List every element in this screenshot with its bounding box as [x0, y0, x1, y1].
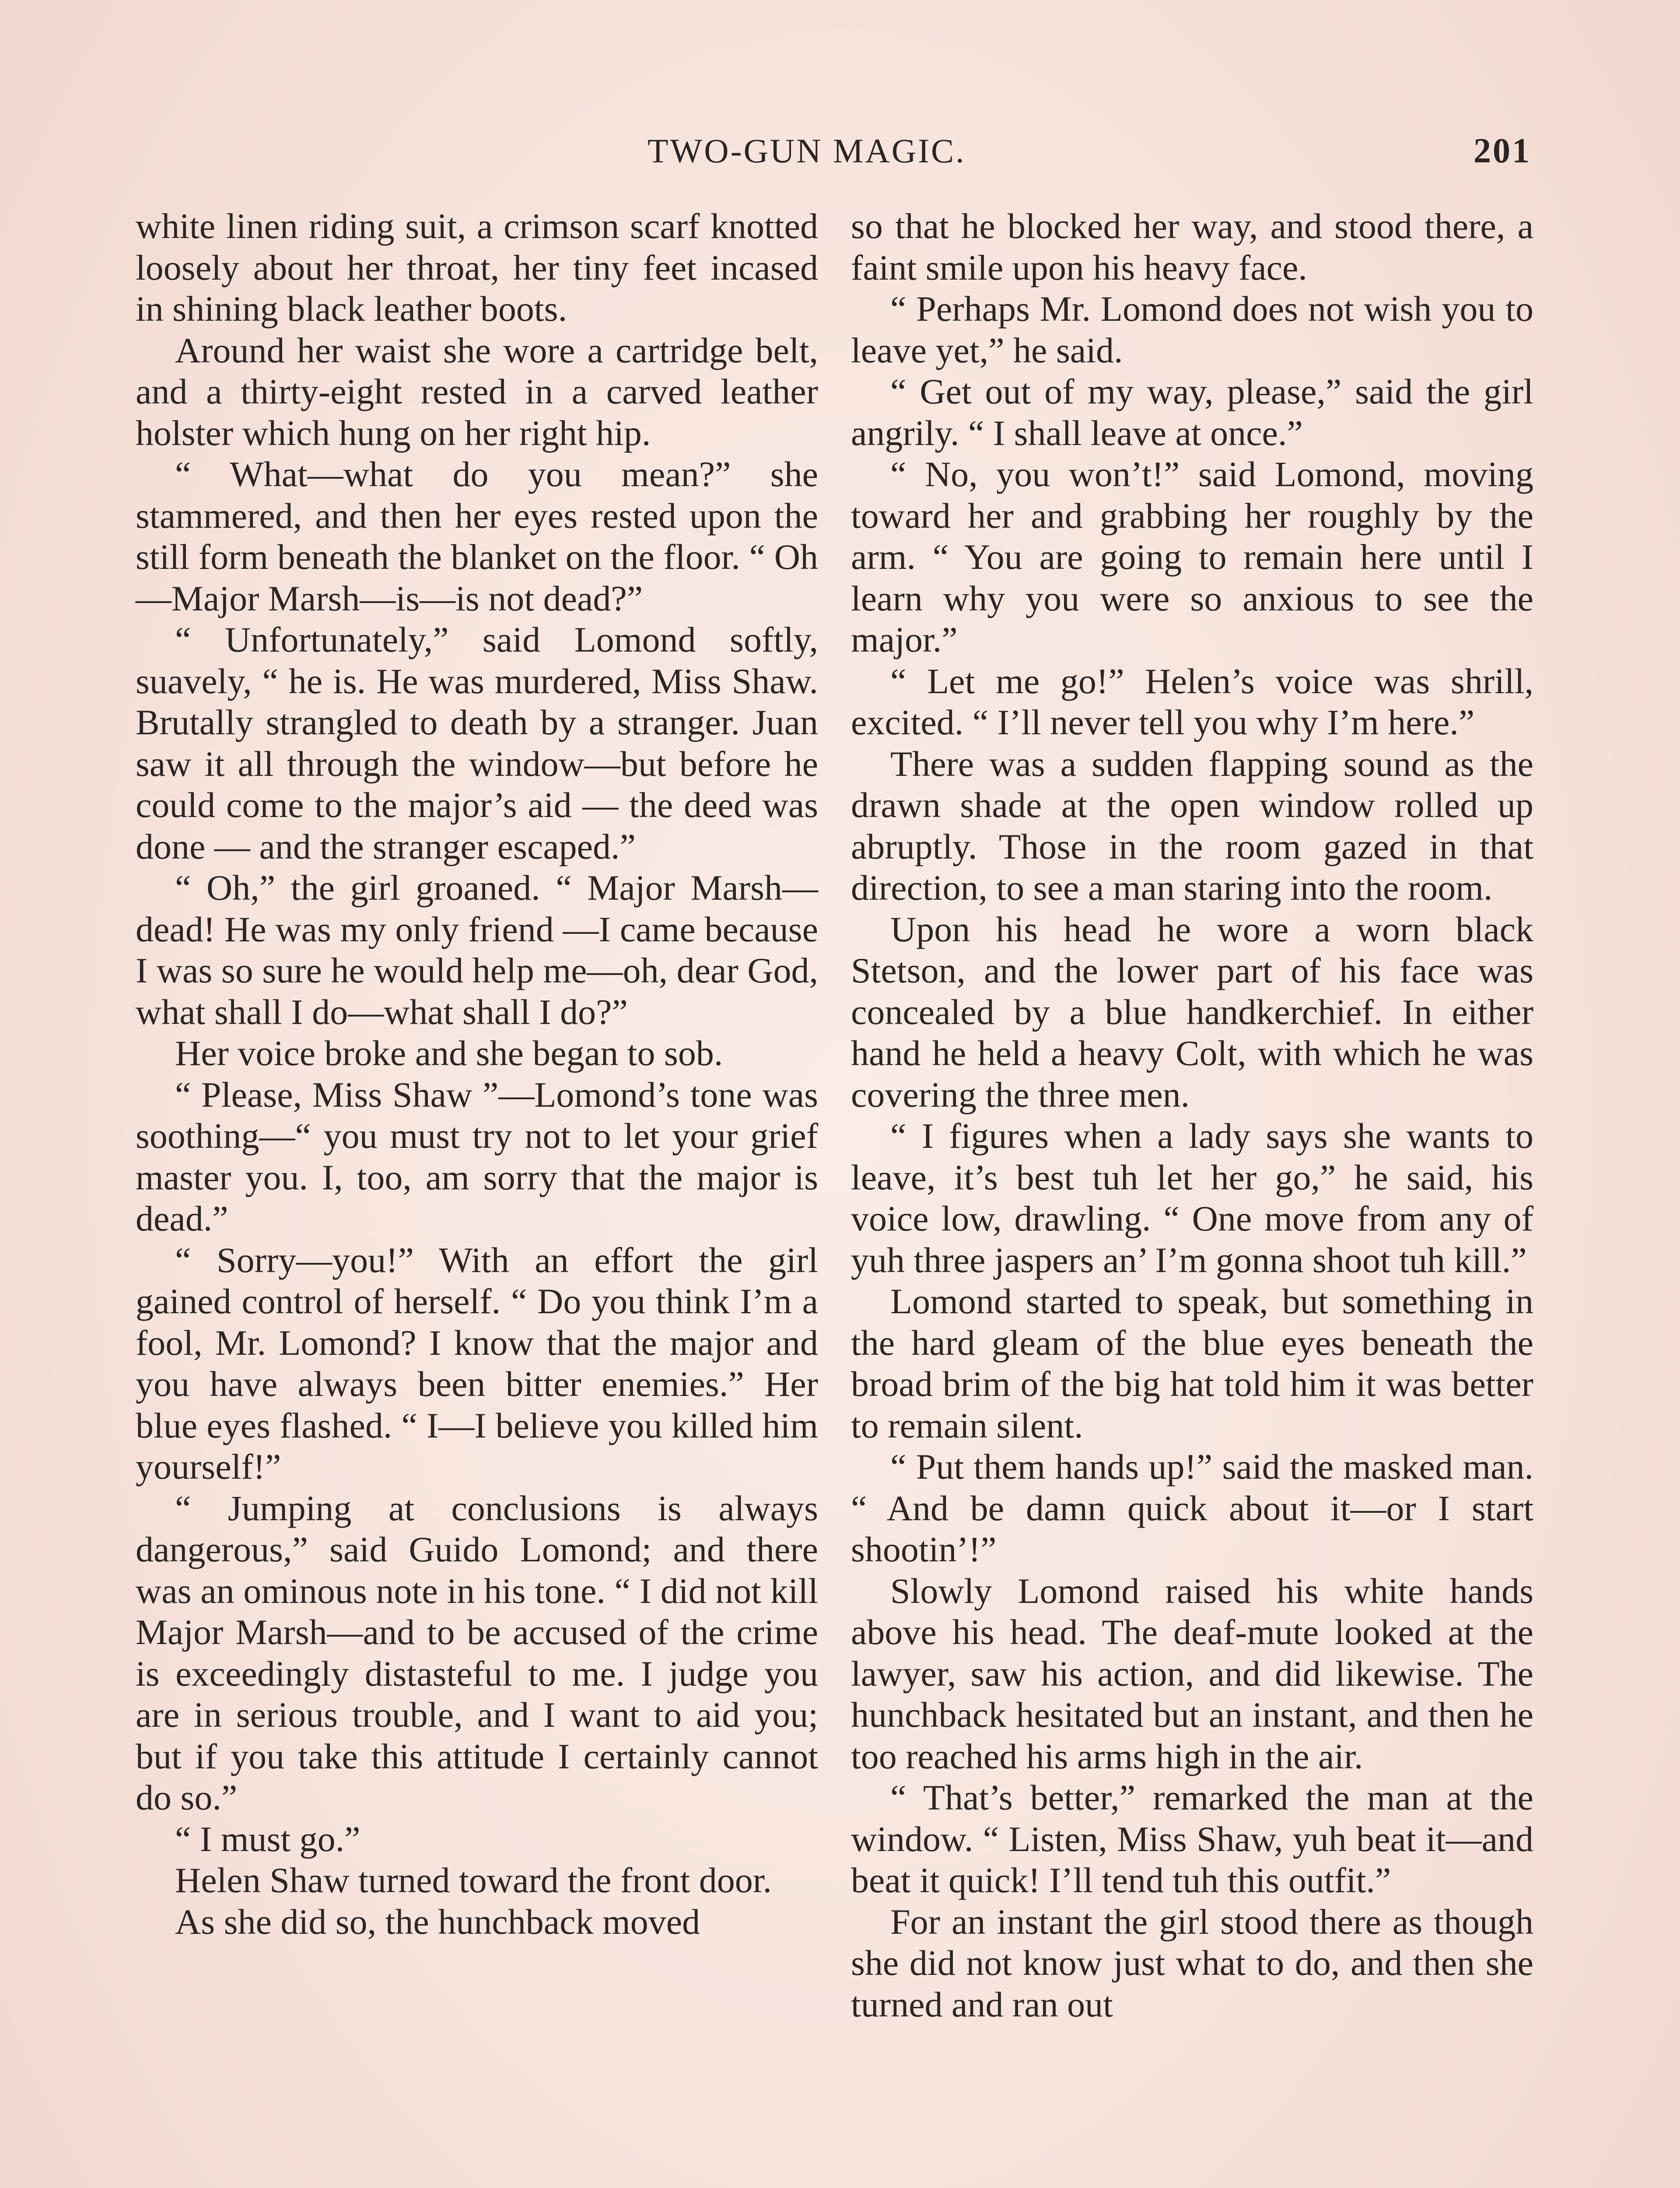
paragraph: Slowly Lomond raised his white hands above his head. The deaf-mute looked at the lawyer, saw his action, and did likewise. The hunchback hesitated but an instant, and then he too reached his arms high in the air.: [851, 1571, 1533, 1776]
paragraph: “ That’s better,” remarked the man at the window. “ Listen, Miss Shaw, yuh beat it—and beat it quick! I’ll tend tuh this outfit.”: [851, 1778, 1533, 1900]
paragraph: so that he blocked her way, and stood there, a faint smile upon his heavy face.: [851, 206, 1533, 288]
right-text-column: [851, 206, 1533, 2025]
paragraph: Her voice broke and she began to sob.: [175, 1033, 723, 1073]
paragraph: “ I must go.”: [175, 1819, 360, 1859]
page-number: 201: [1474, 132, 1531, 170]
paragraph: Upon his head he wore a worn black Stetson, and the lower part of his face was concealed by a blue handkerchief. In either hand he held a heavy Colt, with which he was covering the three men.: [851, 909, 1533, 1115]
paragraph: “ Perhaps Mr. Lomond does not wish you to leave yet,” he said.: [851, 289, 1533, 370]
running-title: TWO-GUN MAGIC.: [648, 132, 966, 170]
paragraph: “ Put them hands up!” said the masked man. “ And be damn quick about it—or I start shootin’!”: [851, 1447, 1533, 1569]
paragraph: “ Let me go!” Helen’s voice was shrill, excited. “ I’ll never tell you why I’m here.”: [851, 661, 1533, 742]
paragraph: There was a sudden flapping sound as the drawn shade at the open window rolled up abruptly. Those in the room gazed in that direction, to see a man staring into the room.: [851, 743, 1533, 908]
paragraph: Around her waist she wore a cartridge belt, and a thirty-eight rested in a carved leather holster which hung on her right hip.: [136, 330, 818, 453]
paragraph: “ I figures when a lady says she wants to leave, it’s best tuh let her go,” he said, his voice low, drawling. “ One move from any of yuh three jaspers an’ I’m gonna shoot tuh kill.”: [851, 1116, 1533, 1280]
paragraph: “ Unfortunately,” said Lomond softly, suavely, “ he is. He was murdered, Miss Shaw. Brutally strangled to death by a stranger. Juan saw it all through the window—but before he could come to the major’s aid — the deed was done — and the stranger escaped.”: [136, 620, 818, 866]
running-header: [131, 131, 1531, 179]
paragraph: “ Oh,” the girl groaned. “ Major Marsh—dead! He was my only friend —I came because I was so sure he would help me—oh, dear God, what shall I do—what shall I do?”: [136, 868, 818, 1032]
paragraph: “ Jumping at conclusions is always dangerous,” said Guido Lomond; and there was an ominous note in his tone. “ I did not kill Major Marsh—and to be accused of the crime is exceedingly distasteful to me. I judge you are in serious trouble, and I want to aid you; but if you take this attitude I certainly cannot do so.”: [136, 1488, 818, 1817]
left-text-column: [136, 206, 818, 1943]
paragraph: “ No, you won’t!” said Lomond, moving toward her and grabbing her roughly by the arm. “ You are going to remain here until I learn why you were so anxious to see the major.”: [851, 454, 1533, 659]
paragraph: “ Get out of my way, please,” said the girl angrily. “ I shall leave at once.”: [851, 372, 1533, 453]
paragraph: As she did so, the hunchback moved: [175, 1901, 700, 1942]
paragraph: For an instant the girl stood there as though she did not know just what to do, and then she turned and ran out: [851, 1901, 1533, 2024]
paragraph: Helen Shaw turned toward the front door.: [175, 1860, 772, 1900]
paragraph: “ What—what do you mean?” she stammered, and then her eyes rested upon the still form beneath the blanket on the floor. “ Oh—Major Marsh—is—is not dead?”: [136, 454, 818, 618]
paragraph: Lomond started to speak, but something in the hard gleam of the blue eyes beneath the broad brim of the big hat told him it was better to remain silent.: [851, 1281, 1533, 1445]
paragraph: “ Please, Miss Shaw ”—Lomond’s tone was soothing—“ you must try not to let your grief master you. I, too, am sorry that the major is dead.”: [136, 1074, 818, 1238]
paragraph: white linen riding suit, a crimson scarf knotted loosely about her throat, her tiny feet incased in shining black leather boots.: [136, 206, 818, 329]
paragraph: “ Sorry—you!” With an effort the girl gained control of herself. “ Do you think I’m a fool, Mr. Lomond? I know that the major and you have always been bitter enemies.” Her blue eyes flashed. “ I—I believe you killed him yourself!”: [136, 1240, 818, 1487]
